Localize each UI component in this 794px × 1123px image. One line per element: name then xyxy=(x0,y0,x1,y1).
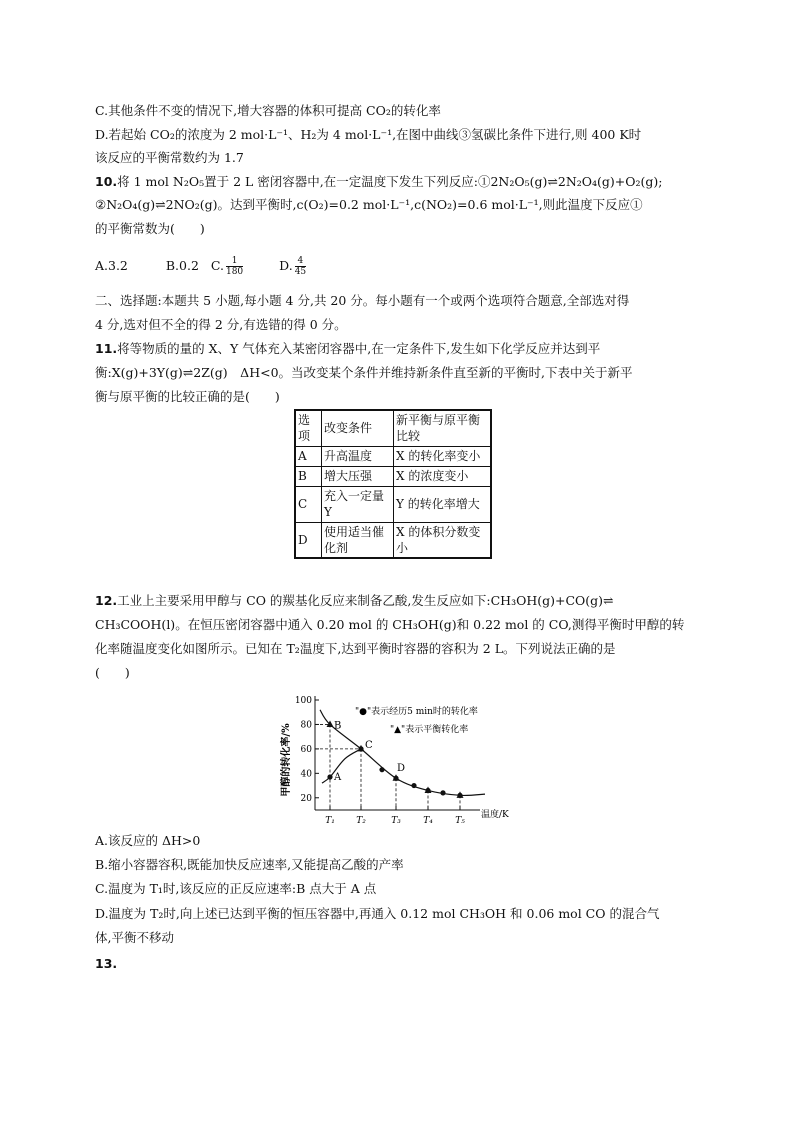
question-10-line1 xyxy=(95,173,662,191)
option-d-text-cont: 该反应的平衡常数约为 1.7 xyxy=(95,150,244,165)
fraction-d: $\frac{4}{45}$ xyxy=(294,256,307,277)
table-cell: 充入一定量 Y xyxy=(322,486,394,522)
table-cell: 增大压强 xyxy=(322,466,394,486)
table-row xyxy=(295,446,491,466)
legend-entry-equilibrium: "▲"表示平衡转化率 xyxy=(390,725,469,735)
y-tick-label: 40 xyxy=(300,769,312,780)
question-12-option-b: B.缩小容器容积,既能加快反应速率,又能提高乙酸的产率 xyxy=(95,857,404,872)
point-label: B xyxy=(334,720,342,732)
point-label: D xyxy=(397,763,406,775)
table-cell: C xyxy=(295,486,322,522)
point-label: C xyxy=(365,739,373,751)
data-point-5min xyxy=(440,790,445,795)
question-12-line3: 化率随温度变化如图所示。已知在 T₂温度下,达到平衡时容器的容积为 2 L。下列说法正确的是 xyxy=(95,641,616,656)
table-cell: A xyxy=(295,446,322,466)
table-cell: 使用适当催化剂 xyxy=(322,522,394,558)
x-axis-label: 温度/K xyxy=(481,810,509,820)
question-11-line1 xyxy=(95,340,600,358)
table-cell: B xyxy=(295,466,322,486)
data-point-5min xyxy=(411,783,416,788)
question-text: 工业上主要采用甲醇与 CO 的羰基化反应来制备乙酸,发生反应如下:CH₃OH(g)+CO(g)⇌ xyxy=(117,593,614,608)
x-tick-label: T₂ xyxy=(356,816,366,825)
question-12-option-d: D.温度为 T₂时,向上述已达到平衡的恒压容器中,再通入 0.12 mol CH₃OH 和 0.06 mol CO 的混合气 xyxy=(95,906,660,921)
conversion-rate-chart xyxy=(270,690,530,825)
x-tick-label: T₄ xyxy=(423,816,433,825)
table-cell: 升高温度 xyxy=(322,446,394,466)
question-10-line3: 的平衡常数为( ) xyxy=(95,221,205,236)
x-tick-label: T₅ xyxy=(455,816,465,825)
question-11-line2: 衡:X(g)+3Y(g)⇌2Z(g) ΔH<0。当改变某个条件并维持新条件直至新的平衡时,下表中关于新平 xyxy=(95,365,633,380)
table-header: 改变条件 xyxy=(322,410,394,446)
data-point-5min xyxy=(327,774,332,779)
y-axis-label: 甲醇的转化率/% xyxy=(281,723,292,797)
table-row xyxy=(295,486,491,522)
question-12-option-a: A.该反应的 ΔH>0 xyxy=(95,833,201,848)
point-label: A xyxy=(334,772,342,783)
question-12-line4: ( ) xyxy=(95,665,130,680)
question-10-options xyxy=(95,256,308,277)
question-11-table xyxy=(294,409,492,559)
question-12-line1 xyxy=(95,592,614,610)
question-text: 将等物质的量的 X、Y 气体充入某密闭容器中,在一定条件下,发生如下化学反应并达到平 xyxy=(117,341,601,356)
y-tick-label: 100 xyxy=(294,696,312,706)
question-11-line3: 衡与原平衡的比较正确的是( ) xyxy=(95,389,280,404)
y-tick-label: 60 xyxy=(300,744,312,755)
x-tick-label: T₁ xyxy=(325,816,335,825)
table-row xyxy=(295,522,491,558)
table-row xyxy=(295,466,491,486)
option-c: C. xyxy=(210,258,224,273)
question-number: 12. xyxy=(95,593,118,608)
table-cell: X 的转化率变小 xyxy=(394,446,492,466)
fraction-c: $\frac{1}{180}$ xyxy=(225,256,244,277)
table-header: 新平衡与原平衡比较 xyxy=(394,410,492,446)
data-point-5min xyxy=(379,767,384,772)
option-c-text: C.其他条件不变的情况下,增大容器的体积可提高 CO₂的转化率 xyxy=(95,103,441,118)
question-13-number: 13. xyxy=(95,956,118,971)
x-tick-label: T₃ xyxy=(391,816,401,825)
legend-entry-5min: "●"表示经历5 min时的转化率 xyxy=(355,707,478,717)
question-12-option-d-cont: 体,平衡不移动 xyxy=(95,930,174,945)
question-12-option-c: C.温度为 T₁时,该反应的正反应速率:B 点大于 A 点 xyxy=(95,881,377,896)
option-d-text: D.若起始 CO₂的浓度为 2 mol·L⁻¹、H₂为 4 mol·L⁻¹,在图中曲线③氢碳比条件下进行,则 400 K时 xyxy=(95,127,642,142)
table-cell: X 的体积分数变小 xyxy=(394,522,492,558)
y-tick-label: 20 xyxy=(300,793,312,804)
question-10-line2: ②N₂O₄(g)⇌2NO₂(g)。达到平衡时,c(O₂)=0.2 mol·L⁻¹,c(NO₂)=0.6 mol·L⁻¹,则此温度下反应① xyxy=(95,197,643,212)
question-number: 10. xyxy=(95,174,118,189)
question-12-line2: CH₃COOH(l)。在恒压密闭容器中通入 0.20 mol 的 CH₃OH(g)和 0.22 mol 的 CO,测得平衡时甲醇的转 xyxy=(95,617,685,632)
question-number: 11. xyxy=(95,341,118,356)
option-a: A.3.2 xyxy=(95,258,128,273)
table-cell: D xyxy=(295,522,322,558)
section-heading-line2: 4 分,选对但不全的得 2 分,有选错的得 0 分。 xyxy=(95,317,347,332)
section-heading-line1: 二、选择题:本题共 5 小题,每小题 4 分,共 20 分。每小题有一个或两个选项符合题意,全部选对得 xyxy=(95,293,630,308)
option-b: B.0.2 xyxy=(165,258,199,273)
table-cell: X 的浓度变小 xyxy=(394,466,492,486)
table-cell: Y 的转化率增大 xyxy=(394,486,492,522)
question-text: 将 1 mol N₂O₅置于 2 L 密闭容器中,在一定温度下发生下列反应:①2N₂O₅(g)⇌2N₂O₄(g)+O₂(g); xyxy=(117,174,663,189)
y-tick-label: 80 xyxy=(300,720,312,731)
option-d: D. xyxy=(279,258,293,273)
equilibrium-curve xyxy=(320,710,485,796)
table-header: 选项 xyxy=(295,410,322,446)
